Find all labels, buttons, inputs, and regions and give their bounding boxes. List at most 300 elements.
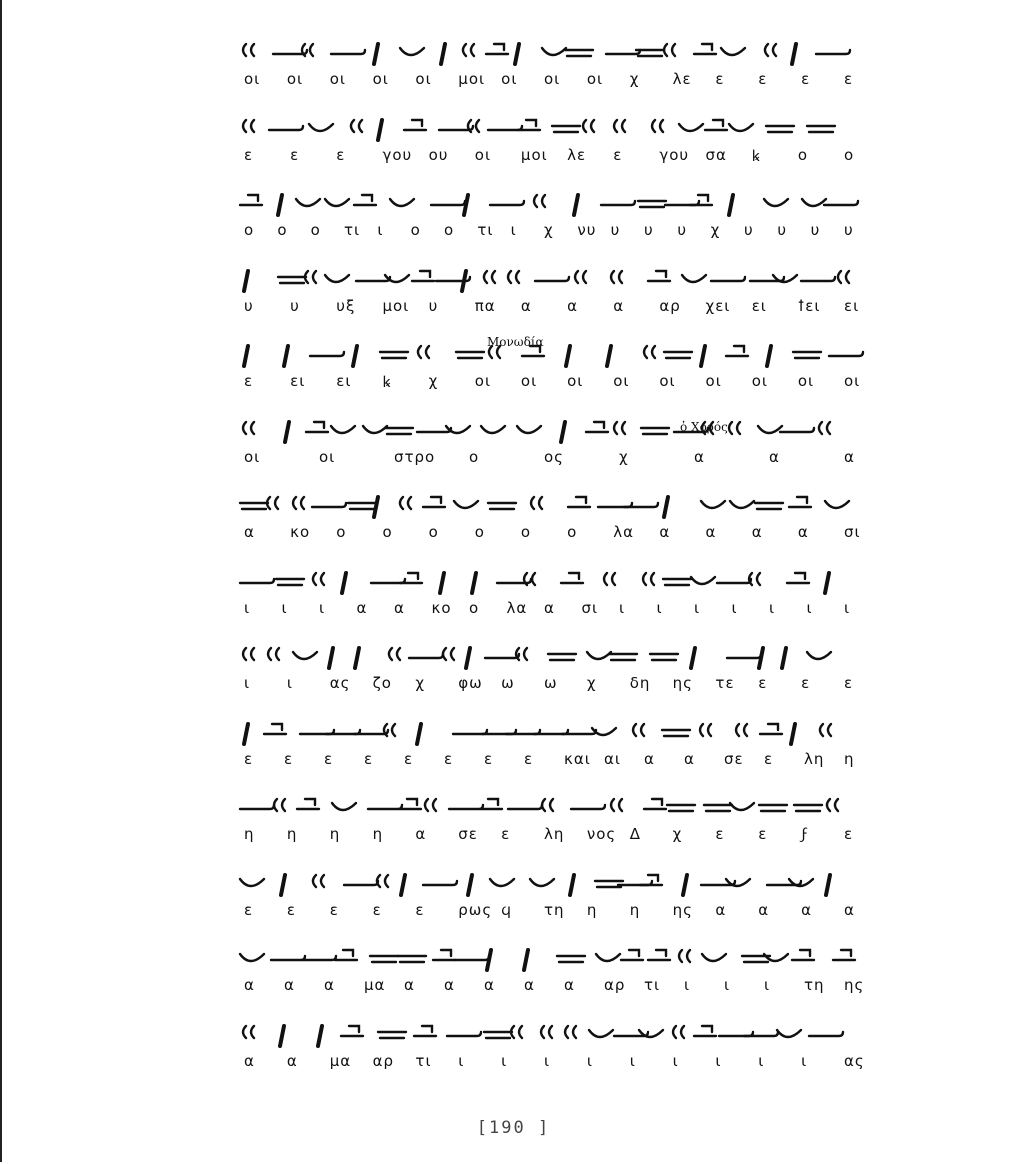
lyric-syllable: λε (672, 70, 692, 88)
neume-glyph (587, 652, 611, 659)
neume-glyph (468, 875, 472, 895)
neume-line (236, 251, 866, 303)
neume-line (236, 855, 866, 907)
neume-glyph (565, 1026, 576, 1038)
neume-glyph (490, 879, 514, 886)
lyric-syllable: αι (604, 749, 621, 768)
neume-glyph (285, 422, 289, 442)
neume-glyph (794, 805, 822, 811)
neume-glyph (764, 199, 788, 206)
neume-glyph (409, 654, 443, 658)
notation-system (236, 628, 866, 702)
lyric-syllable: ε (758, 70, 768, 88)
neume-glyph (508, 271, 519, 283)
neume-glyph (838, 271, 849, 283)
lyric-syllable: ε (336, 145, 346, 164)
lyric-syllable: ι (286, 674, 293, 692)
neume-glyph (727, 654, 761, 658)
lyric-syllable: λα (613, 523, 634, 541)
neume-glyph (390, 199, 414, 206)
lyric-syllable: ε (286, 900, 296, 919)
neume-glyph (433, 950, 455, 960)
lyric-syllable: οι (659, 372, 676, 390)
neume-glyph (787, 573, 809, 583)
neume-glyph (400, 48, 424, 55)
lyric-syllable: λη (804, 749, 825, 768)
neume-glyph (755, 503, 783, 509)
lyric-syllable: ο (382, 523, 393, 541)
lyric-syllable: ει (844, 296, 860, 315)
neume-glyph (691, 577, 715, 584)
lyric-syllable: τι (415, 1051, 432, 1070)
neume-glyph (541, 1026, 552, 1038)
lyric-syllable: ο (797, 145, 809, 164)
lyric-syllable: μοι (520, 145, 548, 164)
lyric-syllable: α (544, 598, 555, 617)
lyric-syllable: ι (510, 221, 517, 239)
neume-glyph (374, 497, 378, 517)
neume-glyph (243, 648, 254, 660)
neume-glyph (667, 805, 695, 811)
lyric-syllable: ϝ (801, 825, 810, 843)
neume-glyph (648, 271, 670, 281)
neume-glyph (726, 346, 748, 356)
lyric-syllable: ε (372, 900, 382, 919)
neume-glyph (801, 277, 835, 281)
neume-glyph (792, 950, 814, 960)
lyric-syllable: τι (344, 221, 361, 239)
neume-glyph (736, 724, 747, 736)
lyric-line (236, 599, 866, 623)
neume-glyph (701, 501, 725, 508)
lyric-syllable: ε (244, 372, 254, 390)
neume-glyph (633, 724, 644, 736)
lyric-line (236, 221, 866, 245)
lyric-syllable: ο (444, 221, 455, 239)
notation-system (236, 402, 866, 476)
neume-glyph (664, 44, 675, 56)
neume-glyph (766, 126, 794, 132)
lyric-syllable: ε (844, 825, 854, 843)
lyric-syllable: οι (586, 70, 604, 88)
neume-glyph (679, 950, 690, 962)
choros-label: ὁ Χορός (680, 420, 728, 434)
neume-glyph (417, 724, 421, 744)
neume-glyph (791, 724, 795, 744)
lyric-syllable: ης (844, 976, 865, 994)
neume-glyph (313, 573, 324, 585)
neume-glyph (574, 195, 578, 215)
neume-line (236, 477, 866, 529)
lyric-syllable: υ (777, 221, 788, 239)
lyric-syllable: ε (764, 749, 774, 768)
neume-glyph (701, 346, 705, 366)
lyric-syllable: υ (644, 221, 654, 239)
lyric-syllable: ο (336, 523, 347, 541)
lyric-syllable: ι (672, 1051, 679, 1070)
neume-glyph (487, 950, 491, 970)
lyric-syllable: ι (377, 221, 384, 239)
neume-glyph (664, 497, 668, 517)
neume-glyph (552, 126, 580, 132)
lyric-syllable: ε (324, 749, 334, 768)
lyric-syllable: α (404, 976, 415, 994)
neume-glyph (464, 195, 468, 215)
neume-glyph (472, 573, 476, 593)
lyric-line (236, 976, 866, 1000)
lyric-syllable: ο (277, 221, 288, 239)
neume-glyph (297, 799, 319, 809)
neume-glyph (644, 346, 655, 358)
neume-glyph (356, 277, 390, 281)
neume-glyph (624, 503, 658, 507)
lyric-syllable: α (705, 523, 717, 541)
lyric-syllable: α (844, 900, 855, 919)
lyric-syllable: μα (364, 976, 386, 994)
lyric-syllable: κο (290, 523, 311, 541)
lyric-syllable: οι (372, 70, 389, 88)
lyric-syllable: ε (758, 825, 768, 843)
lyric-syllable: ο (310, 221, 321, 239)
lyric-syllable: τη (544, 900, 565, 919)
neume-glyph (329, 648, 333, 668)
lyric-syllable: γου (659, 145, 690, 164)
lyric-syllable: Δ (629, 825, 641, 843)
neume-glyph (240, 195, 262, 205)
lyric-syllable: α (769, 447, 780, 466)
neume-glyph (414, 1026, 436, 1036)
lyric-syllable: χ (544, 221, 554, 239)
neume-glyph (694, 1026, 716, 1036)
lyric-syllable: ε (801, 70, 811, 88)
lyric-syllable: ω (501, 674, 515, 692)
notation-system (236, 326, 866, 400)
lyric-line (236, 70, 866, 94)
lyric-syllable: α (415, 825, 427, 843)
lyric-syllable: ε (284, 749, 294, 768)
notation-system (236, 779, 866, 853)
lyric-syllable: α (564, 976, 575, 994)
lyric-line (236, 1052, 866, 1076)
neume-line (236, 704, 866, 756)
lyric-syllable: οι (544, 70, 561, 88)
neume-glyph (462, 271, 466, 291)
neume-glyph (729, 124, 753, 131)
lyric-syllable: α (684, 749, 695, 768)
neume-glyph (604, 573, 615, 585)
lyric-syllable: ε (415, 900, 425, 919)
lyric-syllable: χει (705, 296, 731, 315)
neume-glyph (759, 805, 787, 811)
neume-glyph (702, 954, 726, 961)
neume-glyph (398, 956, 426, 962)
lyric-syllable: ει (290, 372, 306, 390)
lyric-syllable: α (244, 523, 255, 541)
neume-glyph (561, 422, 565, 442)
lyric-syllable: ο (410, 221, 421, 239)
lyric-syllable: οι (286, 70, 304, 88)
lyric-syllable: νος (586, 825, 617, 843)
lyric-line (236, 146, 866, 170)
neume-glyph (643, 573, 654, 585)
neume-glyph (542, 48, 566, 55)
lyric-syllable: ο (567, 523, 578, 541)
neume-glyph (704, 805, 732, 811)
neume-glyph (611, 271, 622, 283)
lyric-syllable: οι (520, 372, 538, 390)
lyric-syllable: ο (469, 447, 480, 466)
neume-line (236, 779, 866, 831)
neume-glyph (517, 426, 541, 433)
lyric-syllable: χ (629, 70, 640, 88)
neume-glyph (530, 879, 554, 886)
neume-glyph (309, 124, 333, 131)
neume-glyph (730, 803, 754, 810)
neume-glyph (721, 48, 745, 55)
neume-glyph (673, 1026, 684, 1038)
lyric-syllable: ε (844, 70, 854, 88)
neume-glyph (744, 1032, 778, 1036)
neume-glyph (690, 195, 712, 205)
neume-glyph (278, 195, 282, 215)
neume-glyph (418, 346, 429, 358)
lyric-syllable: ε (844, 674, 854, 692)
neume-glyph (463, 44, 474, 56)
lyric-line (236, 825, 866, 849)
neume-glyph (793, 352, 821, 358)
notation-system (236, 704, 866, 778)
lyric-syllable: σι (581, 598, 599, 617)
lyric-syllable: ι (544, 1051, 551, 1070)
lyric-syllable: ε (484, 749, 494, 768)
lyric-syllable: οι (751, 372, 768, 390)
neume-line (236, 402, 866, 454)
lyric-line (236, 523, 866, 547)
neume-glyph (662, 730, 690, 736)
neume-glyph (384, 724, 395, 736)
neume-glyph (516, 648, 527, 660)
neume-glyph (431, 201, 465, 205)
neume-glyph (571, 805, 605, 809)
lyric-syllable: οι (501, 70, 518, 88)
lyric-syllable: τη (804, 976, 825, 994)
neume-glyph (759, 648, 763, 668)
neume-glyph (807, 126, 835, 132)
neume-glyph (240, 805, 274, 809)
neume-glyph (648, 950, 670, 960)
lyric-syllable: ι (629, 1051, 636, 1070)
neume-glyph (606, 50, 640, 54)
neume-glyph (683, 875, 687, 895)
neume-glyph (331, 50, 365, 54)
lyric-syllable: ι (684, 976, 691, 994)
lyric-syllable: ζο (372, 674, 392, 692)
lyric-syllable: ο (244, 221, 255, 239)
neume-glyph (243, 1026, 254, 1038)
neume-glyph (268, 648, 279, 660)
neume-line (236, 553, 866, 605)
neume-glyph (344, 881, 378, 885)
lyric-syllable: τι (477, 221, 494, 239)
neume-glyph (269, 126, 303, 130)
lyric-syllable: α (484, 976, 495, 994)
neume-glyph (302, 956, 336, 960)
lyric-syllable: μοι (382, 296, 410, 315)
lyric-syllable: ι (724, 976, 731, 994)
lyric-syllable: ο (469, 598, 480, 617)
neume-glyph (782, 648, 786, 668)
lyric-syllable: ης (672, 674, 693, 692)
neume-glyph (354, 195, 376, 205)
neume-glyph (825, 573, 829, 593)
neume-glyph (531, 497, 542, 509)
neume-glyph (486, 44, 508, 54)
neume-glyph (484, 271, 495, 283)
lyric-line (236, 448, 866, 472)
neume-glyph (454, 501, 478, 508)
neume-glyph (515, 44, 519, 64)
lyric-syllable: ου (428, 145, 449, 164)
neume-glyph (276, 579, 304, 585)
neume-glyph (441, 44, 445, 64)
neume-glyph (466, 648, 470, 668)
neume-glyph (663, 579, 691, 585)
lyric-syllable: ι (319, 598, 326, 617)
lyric-syllable: σα (705, 145, 727, 164)
lyric-syllable: υ (810, 221, 821, 239)
neume-glyph (370, 956, 398, 962)
neume-glyph (423, 881, 457, 885)
lyric-syllable: μα (329, 1051, 352, 1070)
lyric-syllable: ε (244, 749, 254, 768)
neume-glyph (456, 352, 484, 358)
neume-glyph (586, 422, 608, 432)
neume-glyph (816, 50, 850, 54)
lyric-syllable: α (394, 598, 405, 617)
neume-glyph (508, 805, 542, 809)
neume-glyph (789, 497, 811, 507)
lyric-syllable: ι (281, 598, 288, 617)
neume-glyph (425, 799, 436, 811)
neume-glyph (278, 277, 306, 283)
lyric-syllable: χ (619, 447, 629, 466)
lyric-syllable: ε (329, 900, 339, 919)
neume-glyph (271, 956, 305, 960)
lyric-syllable: α (524, 976, 535, 994)
lyric-syllable: ι (844, 598, 851, 617)
neume-glyph (404, 120, 426, 130)
neume-glyph (400, 497, 411, 509)
lyric-syllable: ο (520, 523, 532, 541)
lyric-syllable: η (329, 825, 341, 843)
neume-glyph (717, 579, 751, 583)
neume-glyph (244, 271, 248, 291)
lyric-syllable: ο (474, 523, 485, 541)
lyric-syllable: ι (801, 1051, 808, 1070)
neume-glyph (423, 497, 445, 507)
neume-glyph (534, 195, 545, 207)
lyric-syllable: ꝃ (382, 373, 392, 391)
neume-glyph (694, 44, 716, 54)
lyric-syllable: υ (744, 221, 754, 239)
neume-glyph (485, 654, 519, 658)
lyric-syllable: η (372, 825, 384, 843)
lyric-syllable: νυ (577, 221, 597, 239)
neume-glyph (264, 724, 286, 734)
lyric-syllable: γου (382, 145, 413, 164)
lyric-syllable: α (244, 1051, 255, 1070)
neume-glyph (244, 724, 248, 744)
neume-glyph (348, 503, 376, 509)
lyric-syllable: χ (415, 674, 426, 692)
neume-glyph (240, 503, 268, 509)
lyric-syllable: υ (677, 221, 688, 239)
lyric-syllable: ι (656, 598, 663, 617)
neume-glyph (802, 199, 826, 206)
neume-glyph (296, 199, 320, 206)
neume-glyph (293, 652, 317, 659)
neume-glyph (760, 724, 782, 734)
neume-line (236, 628, 866, 680)
neume-glyph (489, 346, 500, 358)
lyric-syllable: οι (329, 70, 346, 88)
lyric-syllable: χ (586, 674, 597, 692)
lyric-syllable: χ (672, 825, 683, 843)
lyric-syllable: οι (319, 447, 336, 466)
neume-glyph (826, 875, 830, 895)
neume-glyph (679, 124, 703, 131)
monodia-label: Μονωδία (487, 335, 544, 349)
lyric-syllable: αρ (372, 1051, 394, 1070)
neume-glyph (827, 799, 838, 811)
lyric-syllable: ι (586, 1051, 593, 1070)
neume-glyph (638, 201, 666, 207)
lyric-syllable: πα (474, 296, 496, 315)
lyric-syllable: λα (506, 598, 528, 617)
neume-line (236, 100, 866, 152)
lyric-syllable: α (444, 976, 455, 994)
neume-glyph (792, 44, 796, 64)
lyric-syllable: χ (428, 372, 439, 390)
neume-glyph (568, 497, 590, 507)
lyric-syllable: ι (806, 598, 813, 617)
lyric-syllable: ε (613, 145, 623, 164)
neume-glyph (447, 1032, 481, 1036)
neume-glyph (488, 503, 516, 509)
lyric-syllable: ι (764, 976, 771, 994)
lyric-syllable: ης (672, 900, 693, 919)
neume-glyph (824, 201, 858, 205)
lyric-syllable: α (520, 296, 532, 315)
lyric-syllable: υ (428, 296, 439, 315)
lyric-syllable: ε (404, 749, 414, 768)
lyric-syllable: ω (544, 674, 558, 692)
neume-glyph (650, 654, 678, 660)
neume-glyph (244, 346, 248, 366)
neume-glyph (565, 50, 593, 56)
neume-glyph (561, 573, 583, 583)
lyric-syllable: οι (844, 372, 861, 390)
lyric-syllable: η (629, 900, 641, 919)
neume-glyph (611, 799, 622, 811)
neume-glyph (777, 1030, 801, 1037)
neume-glyph (312, 503, 346, 507)
neume-glyph (374, 44, 378, 64)
neume-glyph (331, 426, 355, 433)
lyric-syllable: οι (613, 372, 630, 390)
lyric-syllable: τι (644, 976, 661, 994)
lyric-syllable: ε (364, 749, 374, 768)
